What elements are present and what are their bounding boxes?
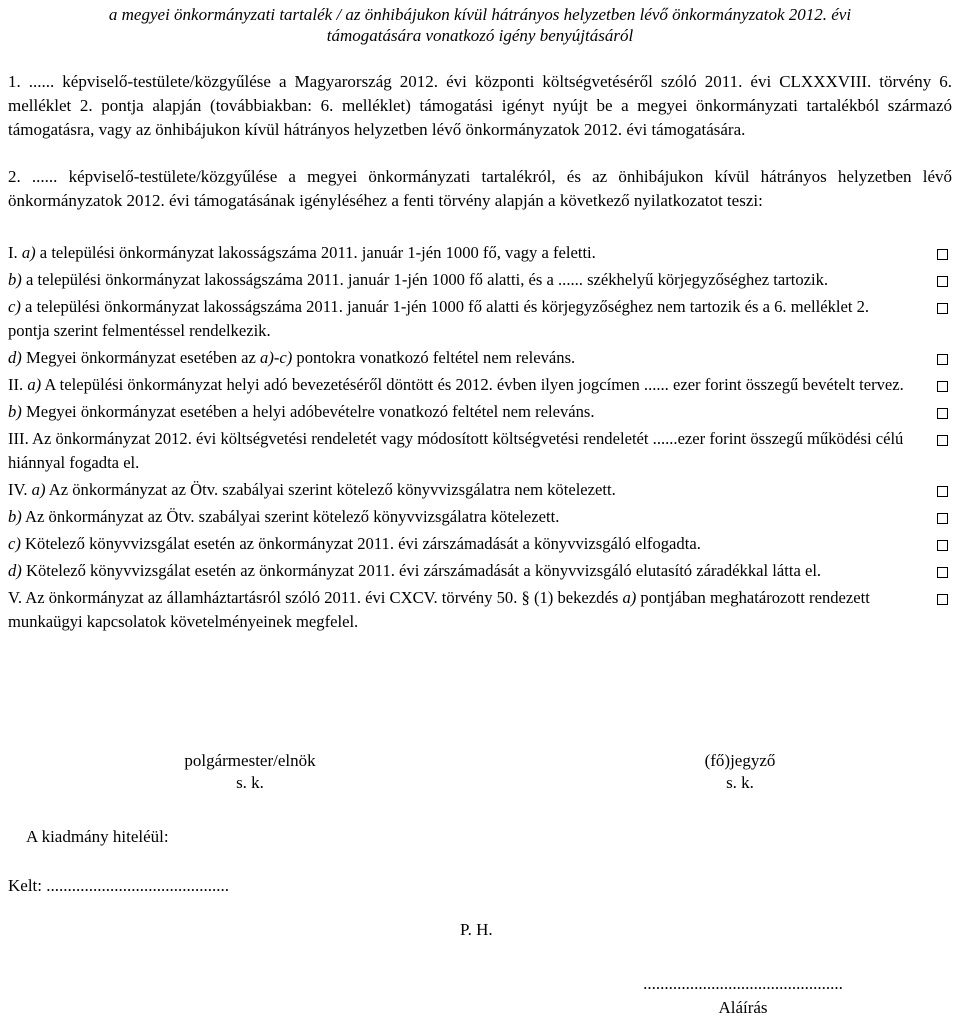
checkbox[interactable] [937,513,948,524]
declaration-item [8,532,952,556]
item-text-part: A települési önkormányzat helyi adó bevezetéséről döntött és 2012. évben ilyen jogcímen ...... ezer forint összegű bevételt tervez. [41,375,904,394]
declaration-item [8,400,952,424]
item-text-part: Megyei önkormányzat esetében a helyi adóbevételre vonatkozó feltétel nem releváns. [21,402,595,421]
checkbox[interactable] [937,435,948,446]
declaration-item-text [8,559,913,583]
declaration-item-text [8,478,913,502]
declaration-item [8,505,952,529]
item-text-part: a települési önkormányzat lakosságszáma 2011. január 1-jén 1000 fő alatti és körjegyzőséghez nem tartozik és a 6. melléklet 2. pontja szerint felmentéssel rendelkezik. [8,297,870,340]
signature-area [588,972,898,1020]
header-line-2: támogatására vonatkozó igény benyújtásáról [326,26,634,45]
checkbox[interactable] [937,276,948,287]
declaration-item-text [8,241,913,265]
item-text-part: III. [8,429,32,448]
item-text-part: a települési önkormányzat lakosságszáma 2011. január 1-jén 1000 fő alatti, és a ...... székhelyű körjegyzőséghez tartozik. [21,270,829,289]
declaration-item-text [8,268,913,292]
declaration-item-text [8,586,913,634]
paragraph-2: 2. ...... képviselő-testülete/közgyűlése a megyei önkormányzati tartalékról, és az önhibájukon kívül hátrányos helyzetben lévő önkormányzatok 2012. évi támogatásának igényléséhez a fenti törvény alapján a következő nyilatkozatot teszi: [8,167,952,210]
notary-sk: s. k. [726,773,754,792]
header-line-1: a megyei önkormányzati tartalék / az önhibájukon kívül hátrányos helyzetben lévő önkormányzatok 2012. évi [108,5,852,24]
mayor-signature-block [160,750,340,794]
item-letter: b) [8,402,22,421]
checkbox[interactable] [937,486,948,497]
declaration-item [8,427,952,475]
item-text-part: Az önkormányzat az államháztartásról szóló 2011. évi CXCV. törvény 50. § (1) bekezdés [25,588,623,607]
item-text-part: Megyei önkormányzat esetében az [21,348,261,367]
item-letter: a)-c) [260,348,293,367]
signature-label: Aláírás [718,998,768,1017]
checkbox[interactable] [937,567,948,578]
declaration-item [8,268,952,292]
item-letter: d) [8,561,22,580]
declaration-item-text [8,400,913,424]
declaration-item [8,478,952,502]
declaration-item-text [8,532,913,556]
stamp-place-label: P. H. [460,920,493,939]
checkbox[interactable] [937,354,948,365]
date-field[interactable]: Kelt: ........................................... [8,876,229,895]
item-letter: a) [31,480,46,499]
checkbox[interactable] [937,303,948,314]
checkbox[interactable] [937,594,948,605]
checkbox[interactable] [937,540,948,551]
declaration-item-text [8,346,913,370]
declaration-item [8,559,952,583]
notary-signature-block [650,750,830,794]
declaration-item-text [8,427,913,475]
item-text-part: IV. [8,480,32,499]
item-letter: a) [622,588,637,607]
item-letter: b) [8,507,22,526]
item-letter: d) [8,348,22,367]
declaration-item-text [8,295,913,343]
signature-line[interactable]: ............................................... [643,974,843,993]
item-text-part: V. [8,588,26,607]
item-text-part: I. [8,243,22,262]
item-text-part: Az önkormányzat 2012. évi költségvetési rendeletét vagy módosított költségvetési rendeletét ......ezer forint összegű működési célú hiánnyal fogadta el. [8,429,904,472]
declaration-item [8,346,952,370]
declaration-item [8,295,952,343]
declaration-item [8,241,952,265]
notary-title: (fő)jegyző [704,751,776,770]
declaration-item [8,373,952,397]
item-letter: b) [8,270,22,289]
item-text-part: pontjában meghatározott rendezett munkaügyi kapcsolatok követelményeinek megfelel. [8,588,870,631]
declaration-item [8,586,952,634]
item-text-part: Az önkormányzat az Ötv. szabályai szerint kötelező könyvvizsgálatra kötelezett. [21,507,560,526]
item-text-part: pontokra vonatkozó feltétel nem releváns. [292,348,576,367]
checkbox[interactable] [937,381,948,392]
item-text-part: Kötelező könyvvizsgálat esetén az önkormányzat 2011. évi zárszámadását a könyvvizsgáló elfogadta. [20,534,701,553]
declaration-item-text [8,505,913,529]
mayor-title: polgármester/elnök [184,751,316,770]
item-letter: c) [8,534,21,553]
document-header [10,4,950,46]
item-text-part: Az önkormányzat az Ötv. szabályai szerint kötelező könyvvizsgálatra nem kötelezett. [45,480,616,499]
checkbox[interactable] [937,249,948,260]
declaration-item-text [8,373,913,397]
declaration-list [8,241,952,637]
item-text-part: II. [8,375,28,394]
item-text-part: Kötelező könyvvizsgálat esetén az önkormányzat 2011. évi zárszámadását a könyvvizsgáló elutasító záradékkal látta el. [21,561,822,580]
item-letter: c) [8,297,21,316]
paragraph-1: 1. ...... képviselő-testülete/közgyűlése a Magyarország 2012. évi központi költségvetéséről szóló 2011. évi CLXXXVIII. törvény 6. melléklet 2. pontja alapján (továbbiakban: 6. melléklet) támogatási igényt nyújt be a megyei önkormányzati tartalékból származó támogatásra, vagy az önhibájukon kívül hátrányos helyzetben lévő önkormányzatok 2012. évi támogatására. [8,72,952,139]
certification-label: A kiadmány hiteléül: [26,827,169,846]
item-letter: a) [27,375,42,394]
checkbox[interactable] [937,408,948,419]
item-text-part: a települési önkormányzat lakosságszáma 2011. január 1-jén 1000 fő, vagy a feletti. [35,243,596,262]
item-letter: a) [21,243,36,262]
mayor-sk: s. k. [236,773,264,792]
